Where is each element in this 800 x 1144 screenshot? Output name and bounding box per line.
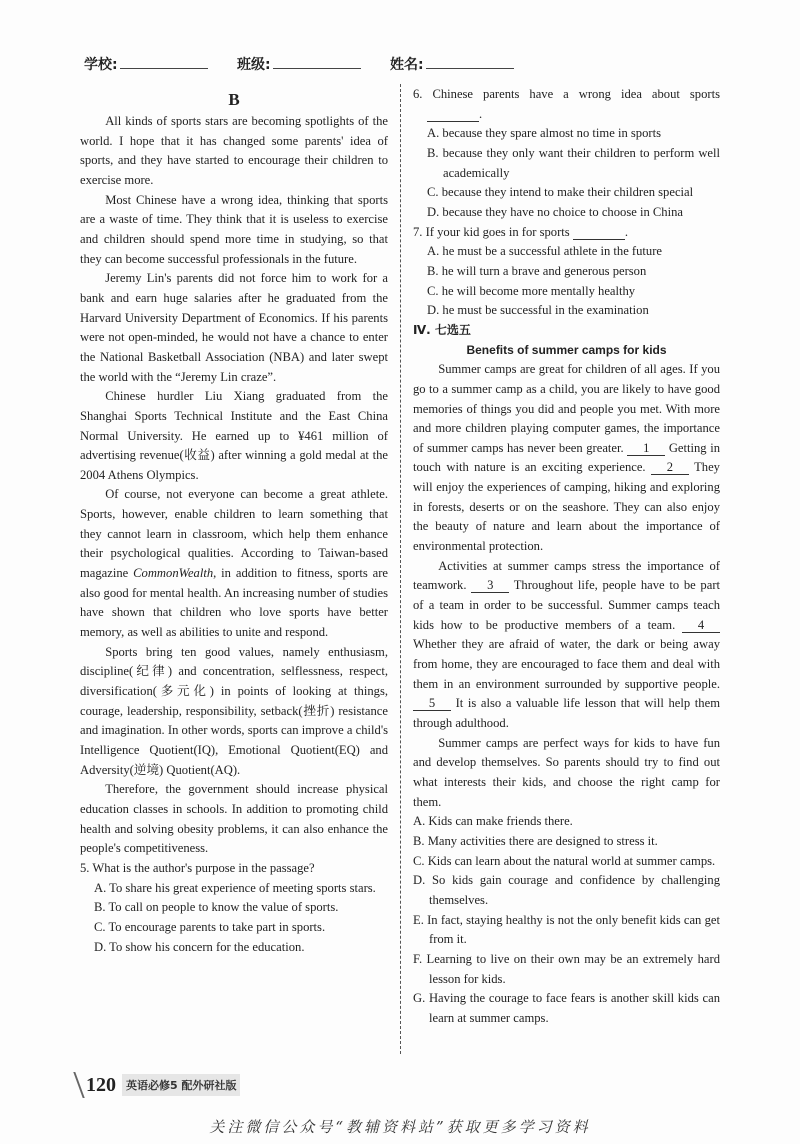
class-blank xyxy=(273,56,361,69)
option: B. Many activities there are designed to stress it. xyxy=(413,833,658,848)
text: Throughout life, people have to be part of a team in order to be successful. Summer camps teach kids how to be productive members of a team. xyxy=(413,578,721,632)
option: D. So kids gain courage and confidence by challenging themselves. xyxy=(413,873,720,907)
option: B. he will turn a brave and generous person xyxy=(427,263,647,278)
option: D. he must be successful in the examination xyxy=(427,303,649,318)
class-label: 班级: xyxy=(237,57,271,73)
paragraph: Jeremy Lin's parents did not force him to work for a bank and earn huge salaries after he graduated from the Harvard University Department of Economics. If his parents were not open-minded, he would not have a chance to enter the National Basketball Association (NBA) and later swept the world with the “Jeremy Lin craze”. xyxy=(80,271,388,384)
blank-1: 1 xyxy=(627,441,665,456)
paragraph xyxy=(413,360,720,557)
text: . xyxy=(624,224,629,239)
text: Activities at summer camps stress the importance of teamwork. xyxy=(413,558,720,593)
page-number: 120 xyxy=(86,1073,116,1096)
text: Getting in touch with nature is an exciting experience. xyxy=(413,440,720,475)
blank-2: 2 xyxy=(651,460,689,475)
option: E. In fact, staying healthy is not the only benefit kids can get from it. xyxy=(413,912,720,947)
column-divider xyxy=(400,84,401,1054)
text: Summer camps are great for children of all ages. If you go to a summer camp as a child, you are likely to have good memories of things you did and people you met. With more and more children playing computer games, the importance of summer camps has never been greater. xyxy=(413,362,720,455)
paragraph: Sports bring ten good values, namely enthusiasm, discipline(纪律) and concentration, selflessness, respect, diversification(多元化) in points of looking at things, courage, leadership, responsibility, setback(挫折) resistance and imagination. In other words, sports can improve a child's Intelligence Quotient(IQ), Emotional Quotient(EQ) and Adversity(逆境) Quotient(AQ). xyxy=(80,644,388,777)
paragraph: All kinds of sports stars are becoming spotlights of the world. I hope that it has changed some parents' idea of sports, and they have started to encourage their children to exercise more. xyxy=(80,114,388,187)
blank-5: 5 xyxy=(413,696,451,711)
option: C. because they intend to make their children special xyxy=(427,185,694,200)
option: B. because they only want their children to perform well academically xyxy=(427,145,720,180)
text: It is also a valuable life lesson that will help them through adulthood. xyxy=(413,696,720,730)
answer-blank xyxy=(573,225,625,240)
option: F. Learning to live on their own may be an extremely hard lesson for kids. xyxy=(413,951,720,986)
right-column xyxy=(413,85,720,1029)
paragraph: Most Chinese have a wrong idea, thinking that sports are a waste of time. They think that it is useless to exercise and children should spend more time in studying, so that they can become successful professionals in the future. xyxy=(80,192,388,266)
left-column xyxy=(80,88,388,957)
option: C. he will become more mentally healthy xyxy=(427,283,636,298)
paragraph: Summer camps are perfect ways for kids to have fun and develop themselves. So parents should try to find out what interests their kids, and choose the right camp for them. xyxy=(413,735,720,809)
text: , in addition to fitness, sports are also good for mental health. An increasing number of studies have shown that children who love sports have better memory, as well as abilities to unite and respond. xyxy=(80,566,388,640)
magazine-name: CommonWealth xyxy=(133,566,214,581)
option: D. To show his concern for the education. xyxy=(94,939,305,954)
passage-title: Benefits of summer camps for kids xyxy=(466,342,667,357)
name-field xyxy=(390,54,514,74)
option: B. To call on people to know the value of sports. xyxy=(94,900,339,915)
question-6-stem xyxy=(413,85,720,124)
text: 6. Chinese parents have a wrong idea about sports xyxy=(413,87,720,101)
option: C. Kids can learn about the natural world at summer camps. xyxy=(413,853,716,868)
text: . xyxy=(479,106,483,121)
text: Of course, not everyone can become a great athlete. Sports, however, enable children to learn something that they cannot learn in classroom, which help them enhance their psychological qualities. According to Taiwan-based magazine xyxy=(80,487,388,581)
blank-4: 4 xyxy=(682,618,720,633)
paragraph xyxy=(413,557,720,734)
option: A. because they spare almost no time in sports xyxy=(427,126,661,141)
watermark-text: 关注微信公众号“教辅资料站”获取更多学习资料 xyxy=(209,1118,591,1136)
question-7-stem xyxy=(413,223,720,243)
school-blank xyxy=(120,56,208,69)
section-heading: B xyxy=(228,90,240,109)
school-label: 学校: xyxy=(84,57,118,73)
option: A. he must be a successful athlete in the future xyxy=(427,244,663,259)
question-5-stem: 5. What is the author's purpose in the passage? xyxy=(80,860,315,875)
paragraph xyxy=(80,485,388,642)
blank-3: 3 xyxy=(471,578,509,593)
option: A. Kids can make friends there. xyxy=(413,814,573,829)
section-heading: Ⅳ. 七选五 xyxy=(413,322,471,337)
option: G. Having the courage to face fears is another skill kids can learn at summer camps. xyxy=(413,991,720,1025)
text: They will enjoy the experiences of camping, hiking and exploring in forests, deserts or on the seashore. They can also enjoy the beauty of nature and learn about the importance of environmental protection. xyxy=(413,460,720,554)
option: A. To share his great experience of meeting sports stars. xyxy=(94,880,376,895)
paragraph: Chinese hurdler Liu Xiang graduated from the Shanghai Sports Technical Institute and the East China Normal University. He earned up to ¥461 million of advertising revenue(收益) after winning a gold medal at the 2004 Athens Olympics. xyxy=(80,389,388,482)
option: C. To encourage parents to take part in sports. xyxy=(94,919,326,934)
school-field xyxy=(84,54,208,74)
name-blank xyxy=(426,56,514,69)
paragraph: Therefore, the government should increase physical education classes in schools. In addition to promoting child health and solving obesity problems, it can also enhance the people's competitiveness. xyxy=(80,782,388,856)
page-footer xyxy=(78,1072,240,1098)
text: Whether they are afraid of water, the dark or being away from home, they are encouraged to face them and deal with them in an environment surrounded by supportive people. xyxy=(413,637,720,691)
answer-blank xyxy=(427,107,479,122)
name-label: 姓名: xyxy=(390,57,424,73)
book-title: 英语必修5 配外研社版 xyxy=(122,1074,240,1096)
text: 7. If your kid goes in for sports xyxy=(413,224,570,239)
slash-decoration xyxy=(73,1072,84,1098)
option: D. because they have no choice to choose in China xyxy=(427,204,683,219)
class-field xyxy=(237,54,361,74)
